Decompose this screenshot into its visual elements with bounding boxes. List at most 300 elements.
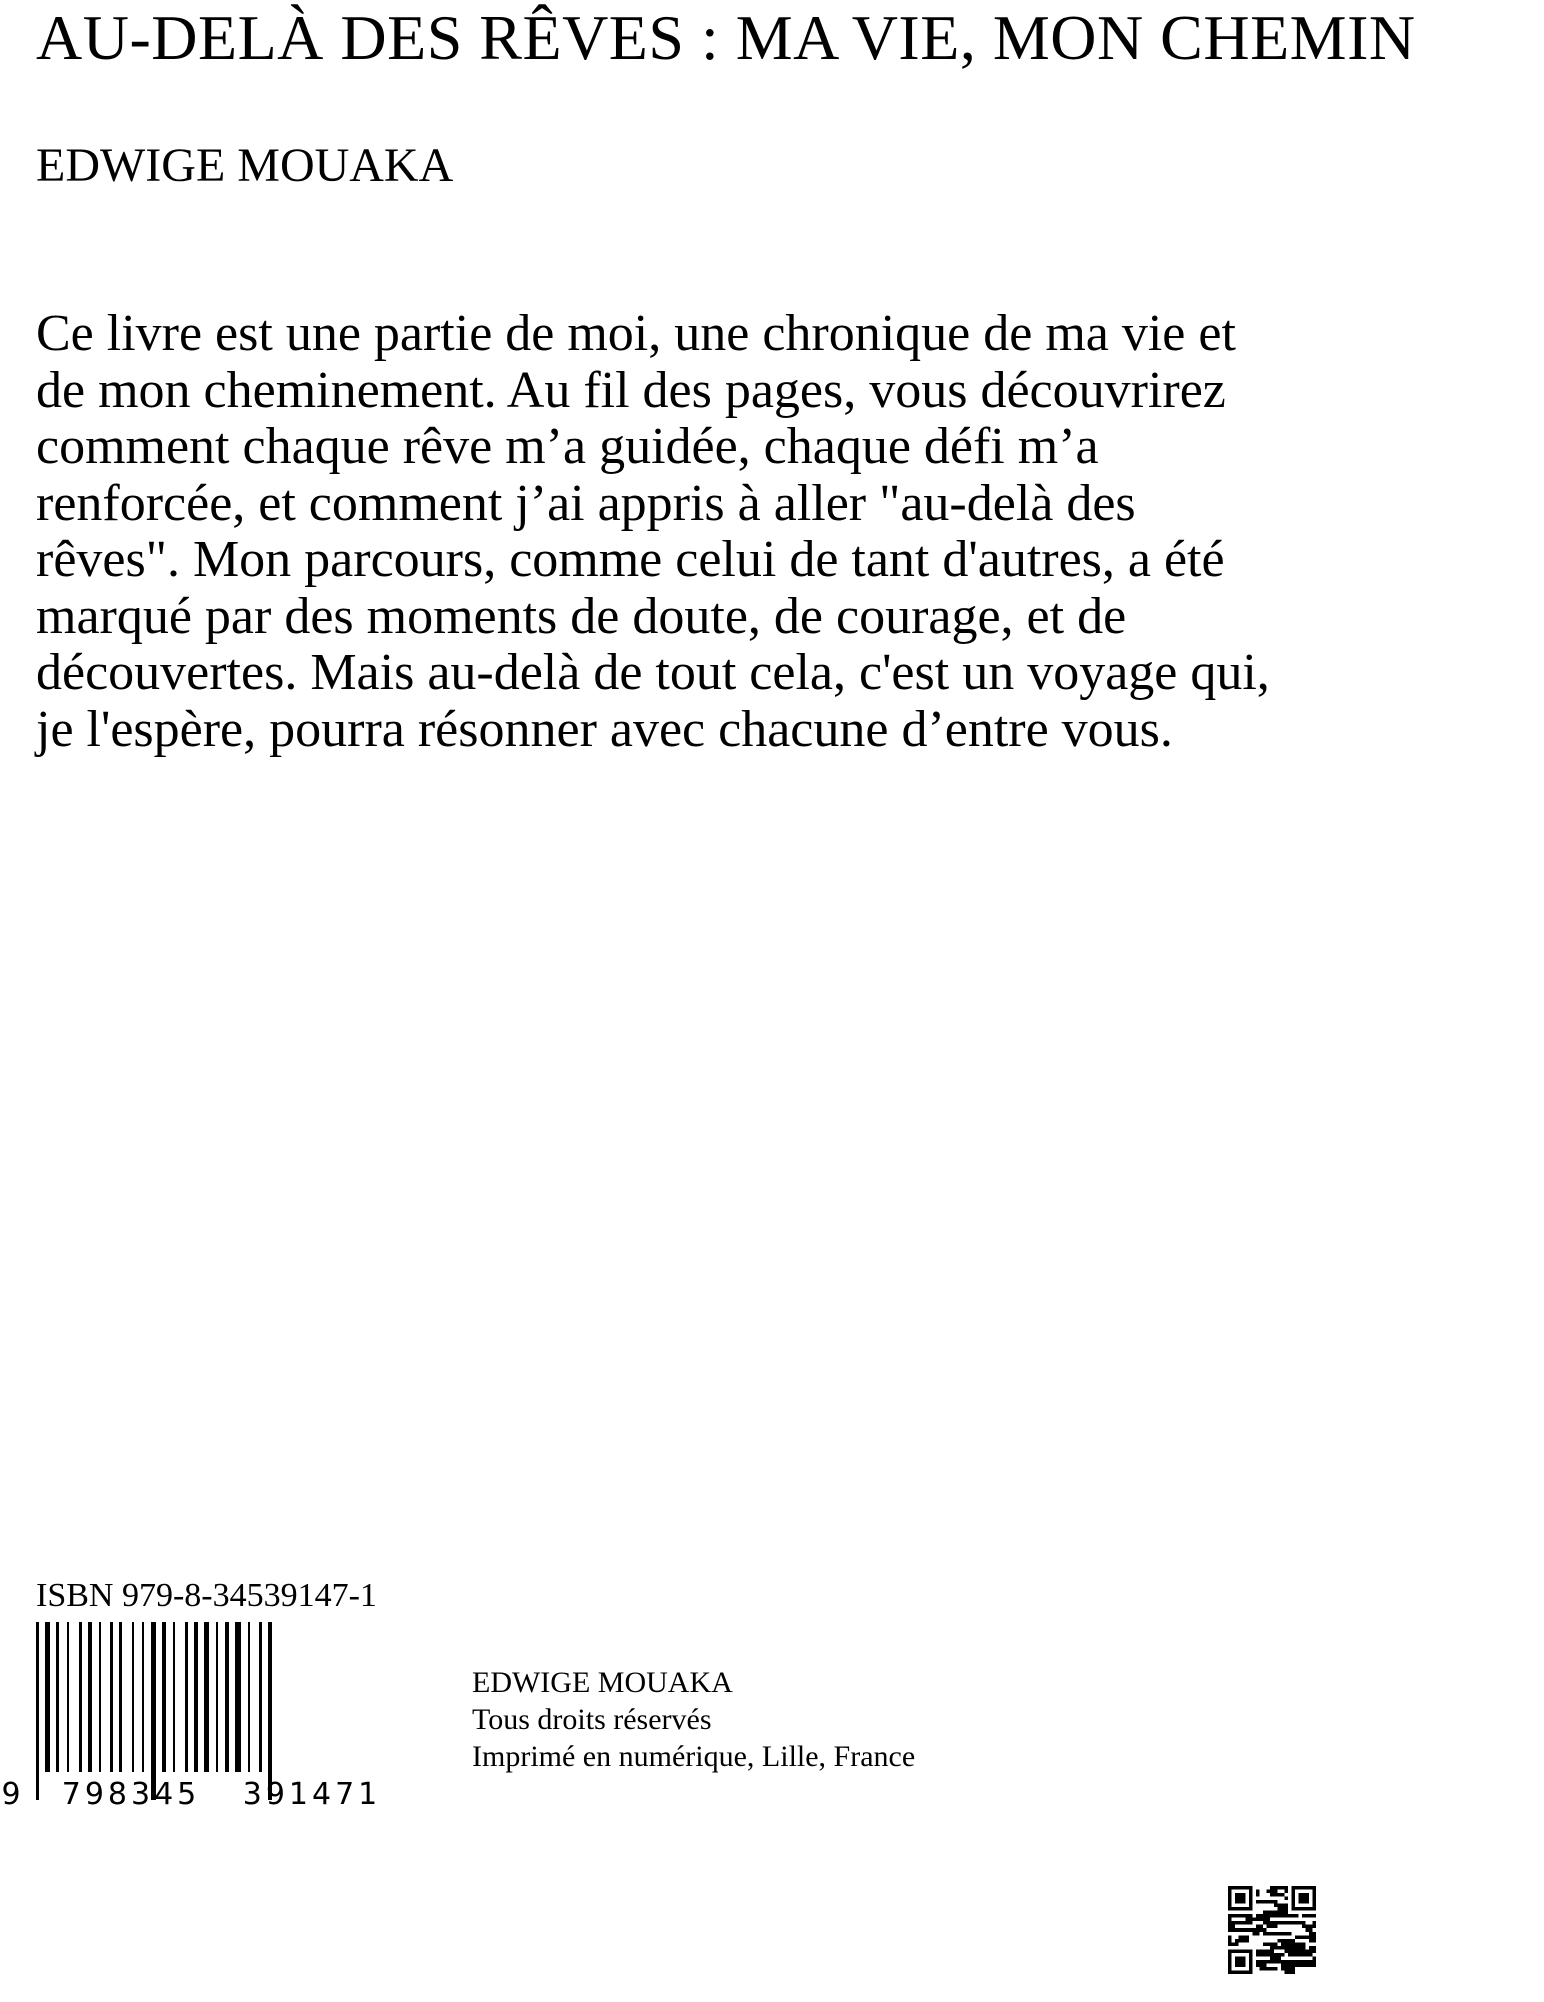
qr-cell [1284, 1907, 1288, 1911]
qr-cell [1239, 1900, 1243, 1904]
qr-cell [1242, 1907, 1246, 1911]
qr-cell [1284, 1967, 1288, 1971]
qr-cell [1267, 1925, 1271, 1929]
qr-cell [1242, 1956, 1246, 1960]
qr-cell [1284, 1886, 1288, 1890]
qr-cell [1246, 1907, 1250, 1911]
qr-cell [1239, 1928, 1243, 1932]
qr-cell [1263, 1953, 1267, 1957]
qr-cell [1295, 1914, 1299, 1918]
qr-cell [1228, 1935, 1232, 1939]
qr-cell [1228, 1918, 1232, 1922]
qr-cell [1239, 1886, 1243, 1890]
qr-cell [1267, 1953, 1271, 1957]
book-title: AU-DELÀ DES RÊVES : MA VIE, MON CHEMIN [36, 2, 1416, 73]
qr-cell [1281, 1942, 1285, 1946]
qr-cell [1263, 1900, 1267, 1904]
qr-cell [1295, 1935, 1299, 1939]
qr-cell [1298, 1963, 1302, 1967]
barcode-bar [110, 1622, 113, 1772]
qr-cell [1312, 1949, 1316, 1953]
qr-cell [1249, 1953, 1253, 1957]
qr-cell [1260, 1928, 1264, 1932]
qr-cell [1242, 1900, 1246, 1904]
qr-cell [1267, 1932, 1271, 1936]
qr-cell [1291, 1914, 1295, 1918]
barcode-bar [79, 1622, 82, 1772]
qr-cell [1291, 1907, 1295, 1911]
qr-cell [1228, 1925, 1232, 1929]
qr-cell [1260, 1960, 1264, 1964]
qr-cell [1305, 1897, 1309, 1901]
barcode-bar [151, 1622, 156, 1800]
qr-cell [1267, 1918, 1271, 1922]
qr-cell [1281, 1946, 1285, 1950]
qr-cell [1246, 1918, 1250, 1922]
qr-cell [1249, 1893, 1253, 1897]
qr-cell [1312, 1960, 1316, 1964]
barcode-bar [225, 1622, 229, 1772]
qr-cell [1302, 1897, 1306, 1901]
qr-cell [1309, 1935, 1313, 1939]
qr-cell [1239, 1963, 1243, 1967]
qr-cell [1249, 1907, 1253, 1911]
qr-cell [1260, 1967, 1264, 1971]
qr-cell [1249, 1886, 1253, 1890]
qr-cell [1235, 1914, 1239, 1918]
qr-cell [1235, 1960, 1239, 1964]
barcode-bar [67, 1622, 69, 1772]
qr-cell [1232, 1907, 1236, 1911]
qr-cell [1277, 1953, 1281, 1957]
qr-cell [1242, 1893, 1246, 1897]
qr-cell [1309, 1932, 1313, 1936]
qr-cell [1228, 1967, 1232, 1971]
qr-cell [1284, 1942, 1288, 1946]
barcode-bar [88, 1622, 92, 1772]
qr-cell [1253, 1928, 1257, 1932]
qr-cell [1298, 1942, 1302, 1946]
qr-cell [1267, 1921, 1271, 1925]
qr-cell [1291, 1890, 1295, 1894]
qr-cell [1295, 1960, 1299, 1964]
qr-cell [1291, 1921, 1295, 1925]
qr-cell [1288, 1970, 1292, 1974]
qr-cell [1312, 1890, 1316, 1894]
qr-cell [1281, 1893, 1285, 1897]
qr-cell [1309, 1939, 1313, 1943]
qr-cell [1260, 1963, 1264, 1967]
qr-cell [1284, 1904, 1288, 1908]
qr-cell [1235, 1939, 1239, 1943]
qr-cell [1295, 1963, 1299, 1967]
qr-cell [1249, 1963, 1253, 1967]
qr-cell [1295, 1942, 1299, 1946]
barcode-bar [173, 1622, 175, 1772]
qr-cell [1235, 1949, 1239, 1953]
barcode-bar [119, 1622, 122, 1772]
qr-cell [1228, 1890, 1232, 1894]
qr-cell [1302, 1953, 1306, 1957]
colophon [472, 1664, 915, 1775]
qr-cell [1298, 1949, 1302, 1953]
colophon-author: EDWIGE MOUAKA [472, 1666, 733, 1699]
qr-cell [1277, 1960, 1281, 1964]
qr-cell [1295, 1907, 1299, 1911]
qr-cell [1260, 1918, 1264, 1922]
qr-cell [1239, 1921, 1243, 1925]
qr-cell [1242, 1928, 1246, 1932]
qr-cell [1239, 1939, 1243, 1943]
qr-cell [1228, 1960, 1232, 1964]
qr-cell [1277, 1907, 1281, 1911]
barcode-bar [204, 1622, 209, 1772]
qr-cell [1274, 1956, 1278, 1960]
qr-cell [1242, 1970, 1246, 1974]
qr-cell [1274, 1886, 1278, 1890]
qr-cell [1312, 1886, 1316, 1890]
qr-cell [1242, 1921, 1246, 1925]
qr-cell [1239, 1907, 1243, 1911]
qr-cell [1284, 1960, 1288, 1964]
qr-cell [1256, 1914, 1260, 1918]
qr-cell [1298, 1893, 1302, 1897]
qr-cell [1288, 1914, 1292, 1918]
qr-cell [1249, 1914, 1253, 1918]
qr-cell [1305, 1886, 1309, 1890]
qr-cell [1270, 1914, 1274, 1918]
qr-cell [1232, 1970, 1236, 1974]
qr-cell [1249, 1918, 1253, 1922]
qr-cell [1228, 1921, 1232, 1925]
qr-cell [1302, 1935, 1306, 1939]
qr-cell [1263, 1911, 1267, 1915]
qr-cell [1239, 1893, 1243, 1897]
qr-cell [1246, 1970, 1250, 1974]
qr-cell [1288, 1949, 1292, 1953]
qr-cell [1239, 1970, 1243, 1974]
qr-cell [1249, 1970, 1253, 1974]
qr-cell [1309, 1914, 1313, 1918]
qr-cell [1298, 1907, 1302, 1911]
qr-cell [1228, 1949, 1232, 1953]
qr-cell [1242, 1935, 1246, 1939]
qr-cell [1284, 1932, 1288, 1936]
qr-cell [1263, 1914, 1267, 1918]
qr-cell [1288, 1953, 1292, 1957]
qr-cell [1270, 1942, 1274, 1946]
qr-cell [1263, 1928, 1267, 1932]
qr-cell [1305, 1925, 1309, 1929]
qr-cell [1274, 1890, 1278, 1894]
qr-cell [1309, 1925, 1313, 1929]
qr-cell [1270, 1886, 1274, 1890]
qr-cell [1235, 1942, 1239, 1946]
barcode-bar [185, 1622, 188, 1772]
barcode-bar [36, 1622, 39, 1800]
qr-cell [1291, 1949, 1295, 1953]
qr-cell [1256, 1890, 1260, 1894]
qr-cell [1274, 1911, 1278, 1915]
qr-cell [1305, 1960, 1309, 1964]
qr-cell [1260, 1925, 1264, 1929]
qr-cell [1281, 1911, 1285, 1915]
qr-cell [1228, 1956, 1232, 1960]
qr-cell [1270, 1946, 1274, 1950]
qr-cell [1281, 1907, 1285, 1911]
qr-cell [1239, 1935, 1243, 1939]
colophon-rights: Tous droits réservés [472, 1703, 712, 1736]
qr-cell [1274, 1960, 1278, 1964]
qr-cell [1281, 1932, 1285, 1936]
qr-cell [1312, 1946, 1316, 1950]
qr-cell [1228, 1907, 1232, 1911]
qr-cell [1239, 1956, 1243, 1960]
qr-cell [1312, 1935, 1316, 1939]
qr-cell [1309, 1960, 1313, 1964]
qr-cell [1277, 1921, 1281, 1925]
qr-cell [1263, 1942, 1267, 1946]
qr-cell [1228, 1904, 1232, 1908]
qr-cell [1302, 1893, 1306, 1897]
qr-cell [1228, 1953, 1232, 1957]
qr-cell [1256, 1928, 1260, 1932]
qr-cell [1253, 1932, 1257, 1936]
qr-cell [1312, 1921, 1316, 1925]
qr-cell [1298, 1935, 1302, 1939]
qr-cell [1232, 1928, 1236, 1932]
barcode-bar [268, 1622, 272, 1800]
qr-cell [1288, 1939, 1292, 1943]
qr-cell [1246, 1921, 1250, 1925]
barcode-bar [162, 1622, 166, 1772]
qr-code [1228, 1886, 1316, 1974]
qr-cell [1291, 1904, 1295, 1908]
qr-cell [1260, 1900, 1264, 1904]
qr-cell [1256, 1960, 1260, 1964]
barcode-digit-lead: 9 [1, 1777, 21, 1810]
qr-cell [1291, 1886, 1295, 1890]
qr-cell [1228, 1970, 1232, 1974]
qr-cell [1305, 1893, 1309, 1897]
qr-cell [1260, 1914, 1264, 1918]
qr-cell [1228, 1886, 1232, 1890]
qr-cell [1298, 1921, 1302, 1925]
qr-cell [1256, 1953, 1260, 1957]
qr-cell [1263, 1963, 1267, 1967]
qr-cell [1277, 1911, 1281, 1915]
qr-cell [1274, 1946, 1278, 1950]
qr-cell [1274, 1893, 1278, 1897]
qr-cell [1284, 1946, 1288, 1950]
qr-cell [1228, 1900, 1232, 1904]
qr-cell [1274, 1925, 1278, 1929]
qr-cell [1277, 1956, 1281, 1960]
qr-cell [1281, 1953, 1285, 1957]
barcode-bar [194, 1622, 198, 1772]
barcode-digits-left: 798345 [61, 1777, 201, 1810]
qr-cell [1228, 1897, 1232, 1901]
qr-cell [1309, 1886, 1313, 1890]
qr-cell [1263, 1960, 1267, 1964]
qr-cell [1298, 1960, 1302, 1964]
qr-cell [1267, 1960, 1271, 1964]
qr-cell [1291, 1900, 1295, 1904]
isbn-barcode [0, 1622, 420, 1810]
qr-cell [1235, 1900, 1239, 1904]
qr-cell [1239, 1960, 1243, 1964]
qr-cell [1281, 1914, 1285, 1918]
qr-cell [1305, 1963, 1309, 1967]
qr-cell [1232, 1886, 1236, 1890]
qr-cell [1249, 1897, 1253, 1901]
qr-cell [1288, 1967, 1292, 1971]
qr-cell [1270, 1956, 1274, 1960]
qr-cell [1312, 1907, 1316, 1911]
qr-cell [1235, 1921, 1239, 1925]
qr-cell [1246, 1949, 1250, 1953]
qr-cell [1253, 1918, 1257, 1922]
qr-cell [1312, 1956, 1316, 1960]
qr-cell [1246, 1939, 1250, 1943]
qr-cell [1284, 1914, 1288, 1918]
qr-cell [1288, 1942, 1292, 1946]
qr-cell [1302, 1960, 1306, 1964]
qr-cell [1277, 1939, 1281, 1943]
qr-cell [1249, 1904, 1253, 1908]
qr-cell [1239, 1949, 1243, 1953]
qr-cell [1242, 1914, 1246, 1918]
qr-cell [1302, 1921, 1306, 1925]
qr-cell [1267, 1942, 1271, 1946]
qr-cell [1274, 1953, 1278, 1957]
qr-cell [1295, 1886, 1299, 1890]
qr-cell [1256, 1918, 1260, 1922]
qr-cell [1295, 1921, 1299, 1925]
qr-cell [1302, 1963, 1306, 1967]
qr-cell [1256, 1949, 1260, 1953]
qr-cell [1270, 1949, 1274, 1953]
qr-cell [1242, 1897, 1246, 1901]
qr-cell [1270, 1925, 1274, 1929]
qr-cell [1302, 1946, 1306, 1950]
qr-cell [1249, 1960, 1253, 1964]
qr-cell [1302, 1914, 1306, 1918]
qr-cell [1291, 1897, 1295, 1901]
qr-cell [1288, 1932, 1292, 1936]
qr-cell [1228, 1942, 1232, 1946]
barcode-bar [99, 1622, 101, 1772]
qr-cell [1302, 1949, 1306, 1953]
qr-cell [1235, 1956, 1239, 1960]
qr-cell [1242, 1939, 1246, 1943]
qr-cell [1302, 1925, 1306, 1929]
isbn-label: ISBN 979-8-34539147-1 [36, 1577, 377, 1614]
qr-cell [1281, 1939, 1285, 1943]
qr-cell [1291, 1939, 1295, 1943]
qr-cell [1256, 1932, 1260, 1936]
qr-cell [1242, 1963, 1246, 1967]
qr-cell [1263, 1949, 1267, 1953]
qr-cell [1263, 1967, 1267, 1971]
qr-cell [1242, 1949, 1246, 1953]
qr-cell [1309, 1949, 1313, 1953]
qr-cell [1281, 1960, 1285, 1964]
qr-cell [1274, 1932, 1278, 1936]
qr-cell [1263, 1921, 1267, 1925]
qr-cell [1267, 1914, 1271, 1918]
qr-cell [1298, 1900, 1302, 1904]
qr-cell [1246, 1935, 1250, 1939]
qr-cell [1298, 1946, 1302, 1950]
barcode-bar [235, 1622, 241, 1772]
qr-cell [1235, 1907, 1239, 1911]
qr-cell [1291, 1960, 1295, 1964]
qr-cell [1274, 1921, 1278, 1925]
qr-cell [1274, 1967, 1278, 1971]
qr-cell [1284, 1963, 1288, 1967]
qr-cell [1249, 1949, 1253, 1953]
qr-cell [1232, 1942, 1236, 1946]
qr-cell [1291, 1893, 1295, 1897]
qr-cell [1312, 1963, 1316, 1967]
qr-cell [1312, 1893, 1316, 1897]
qr-cell [1235, 1963, 1239, 1967]
qr-cell [1288, 1921, 1292, 1925]
qr-cell [1256, 1963, 1260, 1967]
qr-cell [1242, 1960, 1246, 1964]
qr-cell [1235, 1928, 1239, 1932]
qr-cell [1270, 1893, 1274, 1897]
qr-cell [1235, 1893, 1239, 1897]
qr-cell [1277, 1946, 1281, 1950]
qr-cell [1309, 1963, 1313, 1967]
qr-cell [1267, 1949, 1271, 1953]
qr-cell [1267, 1890, 1271, 1894]
barcode-bar [132, 1622, 134, 1772]
qr-cell [1281, 1886, 1285, 1890]
qr-cell [1260, 1949, 1264, 1953]
qr-cell [1249, 1890, 1253, 1894]
qr-cell [1312, 1939, 1316, 1943]
qr-cell [1302, 1900, 1306, 1904]
qr-cell [1235, 1886, 1239, 1890]
qr-cell [1246, 1886, 1250, 1890]
qr-cell [1249, 1928, 1253, 1932]
qr-cell [1281, 1904, 1285, 1908]
qr-cell [1284, 1970, 1288, 1974]
qr-cell [1305, 1949, 1309, 1953]
qr-cell [1291, 1946, 1295, 1950]
qr-cell [1274, 1900, 1278, 1904]
qr-cell [1281, 1967, 1285, 1971]
qr-cell [1305, 1928, 1309, 1932]
qr-cell [1267, 1911, 1271, 1915]
qr-cell [1277, 1893, 1281, 1897]
qr-cell [1298, 1897, 1302, 1901]
qr-cell [1270, 1900, 1274, 1904]
qr-cell [1309, 1907, 1313, 1911]
qr-cell [1309, 1953, 1313, 1957]
qr-cell [1239, 1914, 1243, 1918]
qr-cell [1284, 1897, 1288, 1901]
qr-cell [1302, 1942, 1306, 1946]
qr-cell [1281, 1963, 1285, 1967]
qr-cell [1305, 1907, 1309, 1911]
qr-cell [1312, 1925, 1316, 1929]
barcode-bar [248, 1622, 250, 1772]
qr-cell [1239, 1897, 1243, 1901]
